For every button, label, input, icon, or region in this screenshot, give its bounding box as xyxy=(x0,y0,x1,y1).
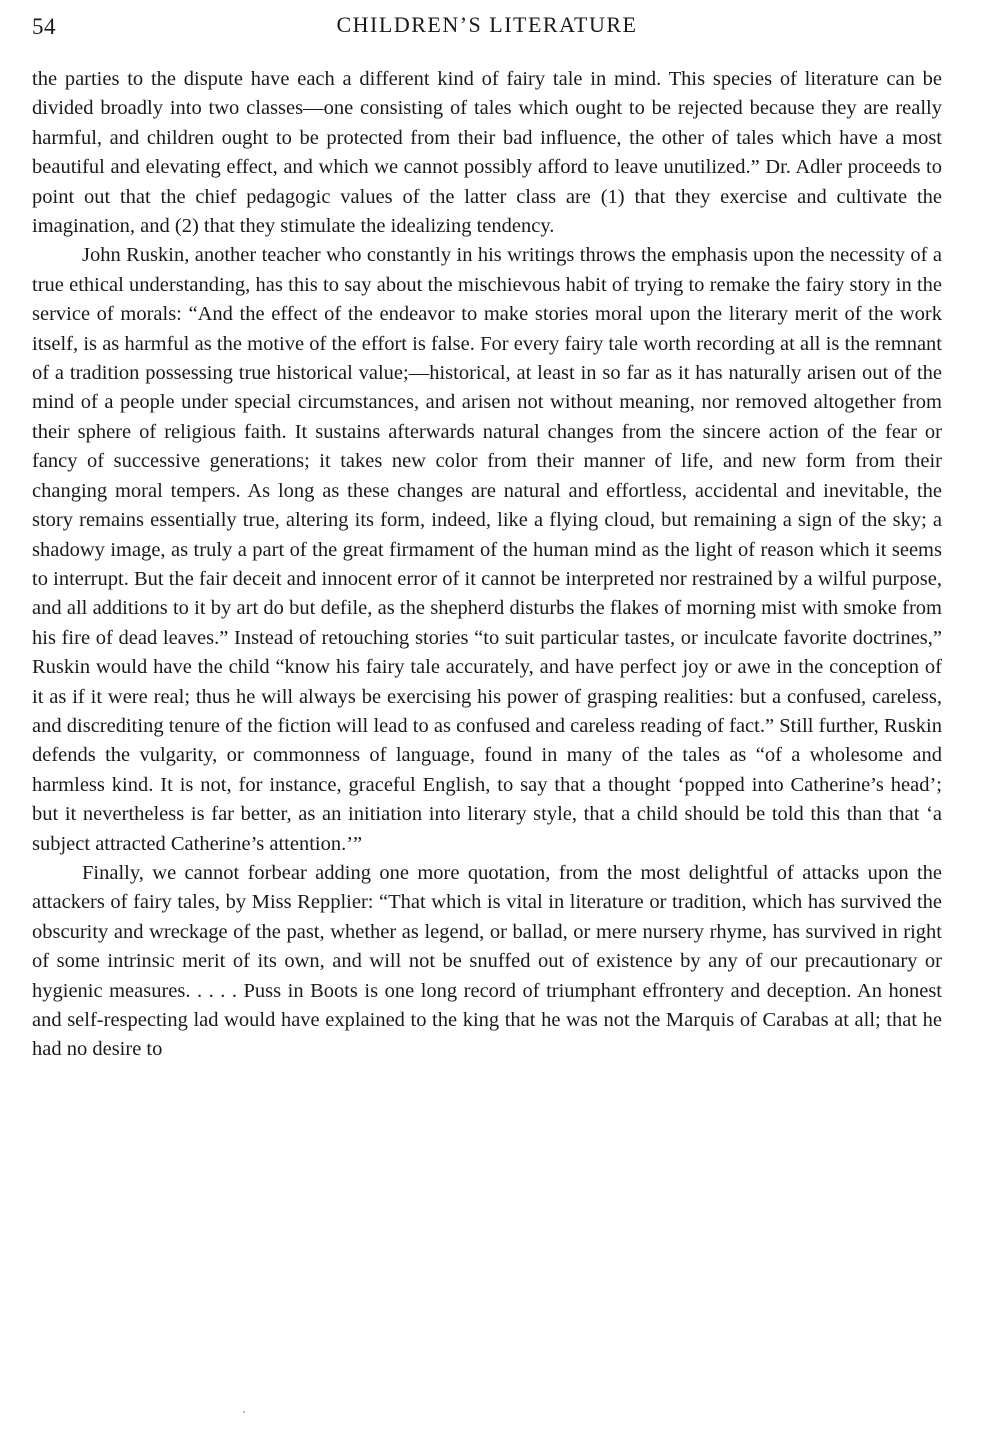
running-title: CHILDREN’S LITERATURE xyxy=(336,12,638,37)
paragraph-continuation: the parties to the dispute have each a different kind of fairy tale in mind. This species of literature can be divided broadly into two classes—one consisting of tales which ought to be rejected because they are really harmful, and children ought to be protected from their bad influence, the other of tales which have a most beautiful and elevating effect, and which we cannot possibly afford to leave unutilized.” Dr. Adler proceeds to point out that the chief pedagogic values of the latter class are (1) that they exercise and cultivate the imagination, and (2) that they stimulate the idealizing tendency. xyxy=(32,68,942,238)
paragraph-repplier: Finally, we cannot forbear adding one more quotation, from the most delightful of attacks upon the attackers of fairy tales, by Miss Repplier: “That which is vital in literature or tradition, which has survived the obscurity and wreckage of the past, whether as legend, or ballad, or mere nursery rhyme, has survived in right of some intrinsic merit of its own, and will not be snuffed out of existence by any of our precautionary or hygienic measures. . . . . Puss in Boots is one long record of triumphant effrontery and deception. An honest and self-respecting lad would have explained to the king that he was not the Marquis of Carabas at all; that he had no desire to xyxy=(32,861,942,1061)
print-speck xyxy=(243,1411,245,1413)
body-text xyxy=(32,65,942,1065)
paragraph-ruskin: John Ruskin, another teacher who constantly in his writings throws the emphasis upon the necessity of a true ethical understanding, has this to say about the mischievous habit of trying to remake the fairy story in the service of morals: “And the effect of the endeavor to make stories moral upon the literary merit of the work itself, is as harmful as the motive of the effort is false. For every fairy tale worth recording at all is the remnant of a tradition possessing true historical value;—historical, at least in so far as it has naturally arisen out of the mind of a people under special circumstances, and arisen not without meaning, nor removed altogether from their sphere of religious faith. It sustains afterwards natural changes from the sincere action of the fear or fancy of successive generations; it takes new color from their manner of life, and new form from their changing moral tempers. As long as these changes are natural and effortless, accidental and inevitable, the story remains essentially true, altering its form, indeed, like a flying cloud, but remaining a sign of the sky; a shadowy image, as truly a part of the great firmament of the human mind as the light of reason which it seems to interrupt. But the fair deceit and innocent error of it cannot be interpreted nor restrained by a wilful purpose, and all additions to it by art do but defile, as the shepherd disturbs the flakes of morning mist with smoke from his fire of dead leaves.” Instead of retouching stories “to suit particular tastes, or inculcate favorite doctrines,” Ruskin would have the child “know his fairy tale accurately, and have perfect joy or awe in the conception of it as if it were real; thus he will always be exercising his power of grasping realities: but a confused, careless, and discrediting tenure of the fiction will lead to as confused and careless reading of fact.” Still further, Ruskin defends the vulgarity, or commonness of language, found in many of the tales as “of a wholesome and harmless kind. It is not, for instance, graceful English, to say that a thought ‘popped into Catherine’s head’; but it nevertheless is far better, as an initiation into literary style, that a child should be told this than that ‘a subject attracted Catherine’s attention.’” xyxy=(32,244,942,855)
page-number: 54 xyxy=(32,14,56,39)
running-head xyxy=(32,0,942,44)
book-page xyxy=(32,0,942,1065)
